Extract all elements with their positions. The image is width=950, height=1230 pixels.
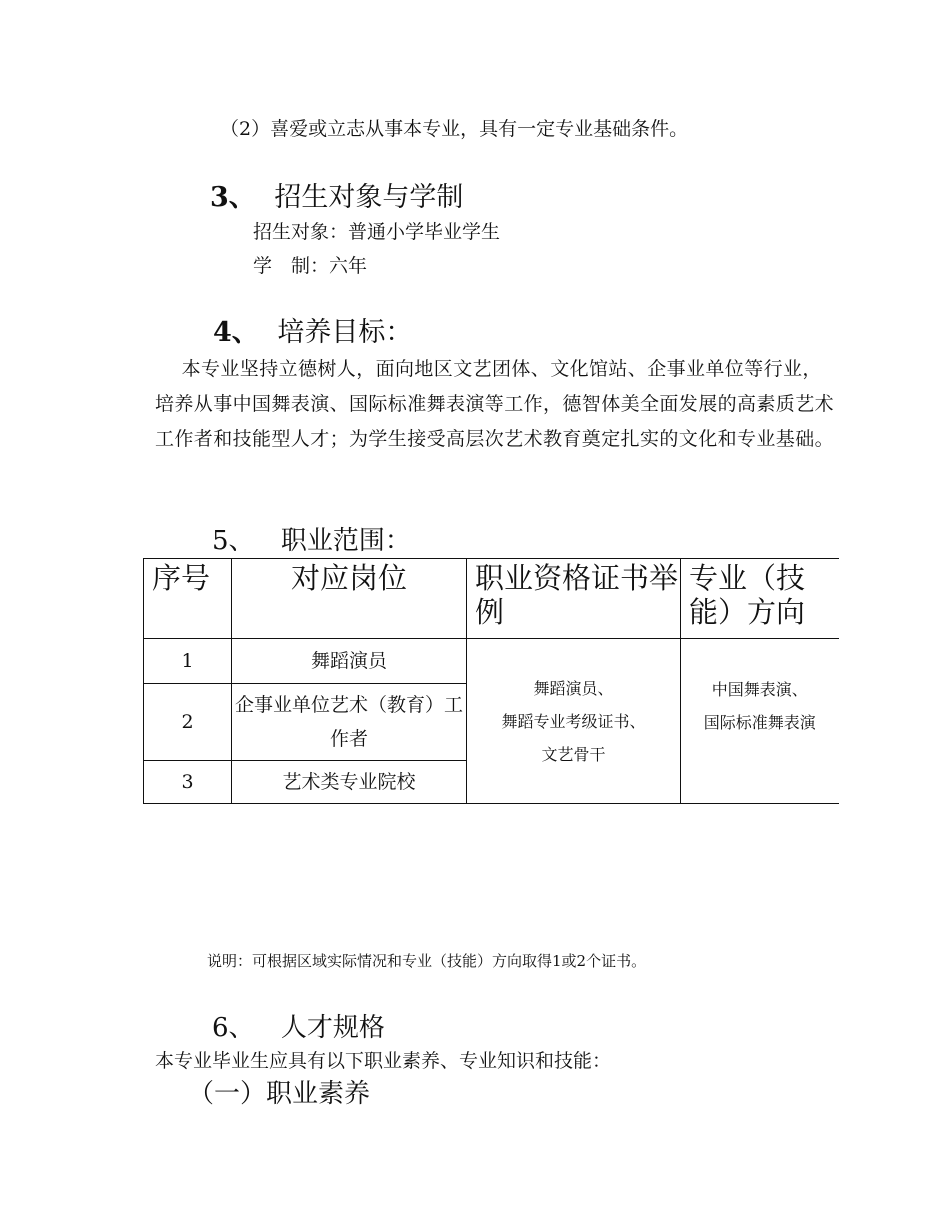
section-5-number: 5、 — [212, 526, 255, 556]
table-header-row — [144, 559, 839, 639]
certificate-item: 舞蹈专业考级证书、 — [501, 711, 646, 731]
study-duration: 学 制：六年 — [253, 255, 368, 277]
row-number: 3 — [144, 761, 232, 804]
direction-cell — [681, 639, 839, 804]
training-goal-paragraph: 本专业坚持立德树人，面向地区文艺团体、文化馆站、企事业单位等行业，培养从事中国舞表演、国际标准舞表演等工作，德智体美全面发展的高素质艺术工作者和技能型人才；为学生接受高层次艺术教育奠定扎实的文化和专业基础。 — [155, 358, 835, 450]
section-6-title: 人才规格 — [280, 1013, 385, 1043]
section-6-number: 6、 — [212, 1013, 255, 1043]
certificate-item: 文艺骨干 — [541, 744, 606, 764]
table-note: 说明：可根据区域实际情况和专业（技能）方向取得1或2个证书。 — [207, 952, 647, 970]
section-4-heading — [213, 316, 412, 350]
section-5-title: 职业范围： — [280, 526, 411, 556]
header-certificate: 职业资格证书举例 — [467, 559, 681, 639]
certificate-examples-cell — [467, 639, 681, 804]
row-number: 2 — [144, 684, 232, 761]
section-4-title: 培养目标： — [277, 317, 413, 348]
section-4-number: 4、 — [213, 317, 259, 348]
section-3-title: 招生对象与学制 — [274, 182, 464, 213]
career-scope-table — [143, 558, 839, 804]
header-post: 对应岗位 — [232, 559, 467, 639]
direction-item: 国际标准舞表演 — [703, 713, 816, 732]
section-5-heading — [212, 525, 411, 557]
subsection-1-title: （一）职业素养 — [188, 1079, 371, 1109]
direction-item: 中国舞表演、 — [711, 680, 808, 699]
section-3-heading — [210, 181, 463, 215]
row-post: 艺术类专业院校 — [232, 761, 467, 804]
row-post: 舞蹈演员 — [232, 639, 467, 684]
row-number: 1 — [144, 639, 232, 684]
section-6-intro: 本专业毕业生应具有以下职业素养、专业知识和技能： — [155, 1050, 612, 1072]
table-row — [144, 639, 839, 684]
section-6-heading — [212, 1012, 385, 1044]
header-direction: 专业（技能）方向 — [681, 559, 839, 639]
item-2-text: （2）喜爱或立志从事本专业，具有一定专业基础条件。 — [220, 118, 689, 140]
enrollment-target: 招生对象：普通小学毕业学生 — [253, 221, 501, 243]
certificate-item: 舞蹈演员、 — [533, 678, 614, 698]
section-3-number: 3、 — [210, 182, 256, 213]
row-post: 企事业单位艺术（教育）工作者 — [232, 684, 467, 761]
header-number: 序号 — [144, 559, 232, 639]
